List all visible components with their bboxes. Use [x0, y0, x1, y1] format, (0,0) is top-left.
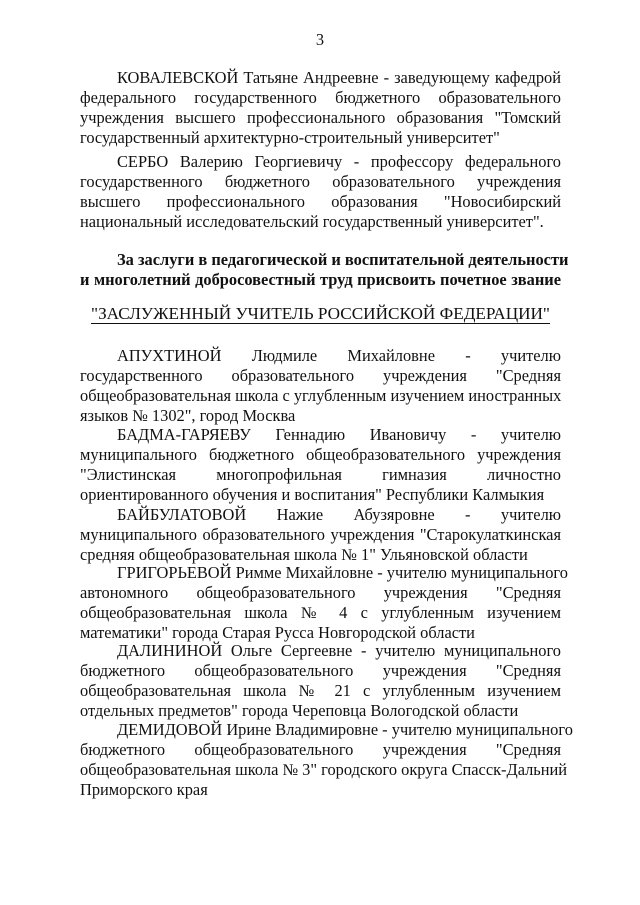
- teacher-line: автономного общеобразовательного учреждения "Средняя: [80, 583, 561, 602]
- teacher-demidova: [80, 720, 573, 800]
- awardee-line: высшего профессионального образования "Новосибирский: [80, 192, 561, 211]
- awardee-line: КОВАЛЕВСКОЙ Татьяне Андреевне - заведующему кафедрой: [117, 68, 561, 87]
- teacher-line: общеобразовательная школа № 3" городского округа Спасск-Дальний: [80, 760, 568, 779]
- teacher-line: муниципального образовательного учреждения "Старокулаткинская: [80, 525, 561, 544]
- teacher-grigorieva: [80, 563, 568, 643]
- teacher-line: математики" города Старая Русса Новгородской области: [80, 623, 475, 642]
- teacher-line: БАЙБУЛАТОВОЙ Нажие Абузяровне - учителю: [117, 505, 561, 524]
- teacher-line: отдельных предметов" города Череповца Вологодской области: [80, 701, 519, 720]
- teacher-apukhtina: [80, 346, 561, 426]
- awardee-line: федерального государственного бюджетного образовательного: [80, 88, 561, 107]
- teacher-dalinina: [80, 641, 561, 721]
- teacher-line: АПУХТИНОЙ Людмиле Михайловне - учителю: [117, 346, 561, 365]
- teacher-line: ГРИГОРЬЕВОЙ Римме Михайловне - учителю муниципального: [117, 563, 568, 582]
- teacher-line: языков № 1302", город Москва: [80, 406, 296, 425]
- decree-heading: [80, 250, 569, 290]
- decree-line-2: и многолетний добросовестный труд присвоить почетное звание: [80, 270, 561, 289]
- teacher-line: общеобразовательная школа с углубленным изучением иностранных: [80, 386, 562, 405]
- teacher-line: средняя общеобразовательная школа № 1" Ульяновской области: [80, 545, 528, 564]
- teacher-line: ДЕМИДОВОЙ Ирине Владимировне - учителю муниципального: [117, 720, 573, 739]
- teacher-badma-garyaev: [80, 425, 561, 505]
- teacher-line: бюджетного общеобразовательного учреждения "Средняя: [80, 740, 561, 759]
- honorary-title-text: "ЗАСЛУЖЕННЫЙ УЧИТЕЛЬ РОССИЙСКОЙ ФЕДЕРАЦИИ": [91, 304, 550, 323]
- honorary-title: [80, 304, 561, 324]
- teacher-line: Приморского края: [80, 780, 208, 799]
- teacher-line: бюджетного общеобразовательного учреждения "Средняя: [80, 661, 561, 680]
- teacher-line: общеобразовательная школа № 4 с углубленным изучением: [80, 603, 561, 622]
- awardee-line: государственного бюджетного образовательного учреждения: [80, 172, 561, 191]
- awardee-line: национальный исследовательский государственный университет".: [80, 212, 544, 231]
- teacher-line: государственного образовательного учреждения "Средняя: [80, 366, 561, 385]
- page-number: 3: [315, 30, 325, 49]
- awardee-line: учреждения высшего профессионального образования "Томский: [80, 108, 561, 127]
- awardee-line: государственный архитектурно-строительный университет": [80, 128, 500, 147]
- teacher-line: общеобразовательная школа № 21 с углубленным изучением: [80, 681, 561, 700]
- teacher-line: ДАЛИНИНОЙ Ольге Сергеевне - учителю муниципального: [117, 641, 561, 660]
- awardee-serbo: [80, 152, 561, 232]
- teacher-line: муниципального бюджетного общеобразовательного учреждения: [80, 445, 561, 464]
- decree-line-1: За заслуги в педагогической и воспитательной деятельности: [117, 250, 569, 269]
- teacher-line: ориентированного обучения и воспитания" Республики Калмыкия: [80, 485, 545, 504]
- teacher-baybulatova: [80, 505, 561, 565]
- teacher-line: "Элистинская многопрофильная гимназия личностно: [80, 465, 561, 484]
- awardee-line: СЕРБО Валерию Георгиевичу - профессору федерального: [117, 152, 561, 171]
- teacher-line: БАДМА-ГАРЯЕВУ Геннадию Ивановичу - учителю: [117, 425, 561, 444]
- awardee-kovalevskaya: [80, 68, 561, 148]
